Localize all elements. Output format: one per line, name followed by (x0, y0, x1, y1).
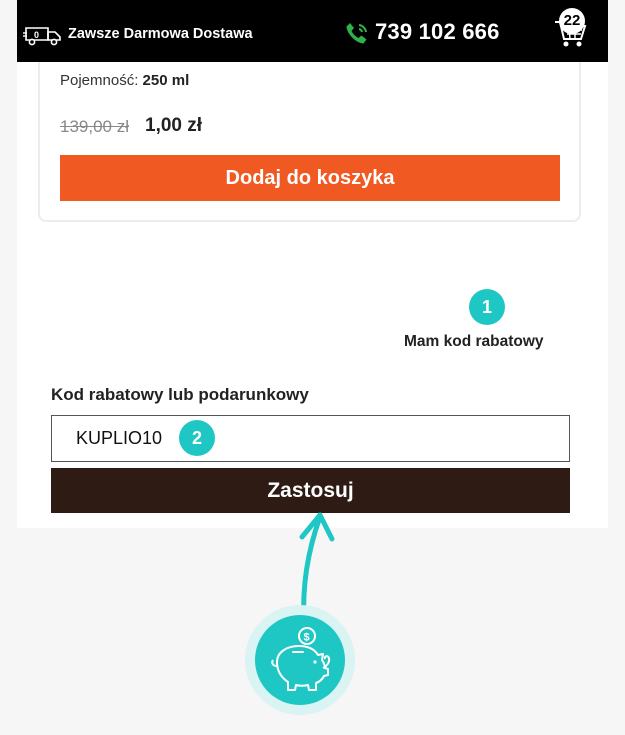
add-to-cart-button[interactable]: Dodaj do koszyka (60, 155, 560, 201)
new-price: 1,00 zł (145, 115, 203, 136)
discount-code-input[interactable] (51, 415, 570, 462)
step-badge-2: 2 (179, 420, 215, 456)
phone-number[interactable]: 739 102 666 (375, 19, 500, 44)
truck-icon-digit: 0 (34, 30, 40, 40)
step-badge-1: 1 (469, 289, 505, 325)
free-delivery-text: Zawsze Darmowa Dostawa (68, 26, 253, 42)
discount-code-label: Kod rabatowy lub podarunkowy (51, 385, 309, 404)
capacity-value: 250 ml (142, 72, 190, 89)
phone-icon[interactable] (343, 20, 371, 48)
old-price: 139,00 zł (60, 117, 129, 136)
capacity-info (60, 72, 189, 89)
top-bar (17, 0, 608, 62)
piggy-bank-icon (263, 622, 339, 698)
truck-icon (23, 24, 63, 46)
cart-count-badge[interactable]: 22 (559, 8, 585, 34)
apply-code-button[interactable]: Zastosuj (51, 468, 570, 513)
capacity-label: Pojemność: (60, 72, 139, 89)
svg-text:$: $ (303, 631, 310, 644)
discount-code-link[interactable]: Mam kod rabatowy (404, 333, 544, 350)
